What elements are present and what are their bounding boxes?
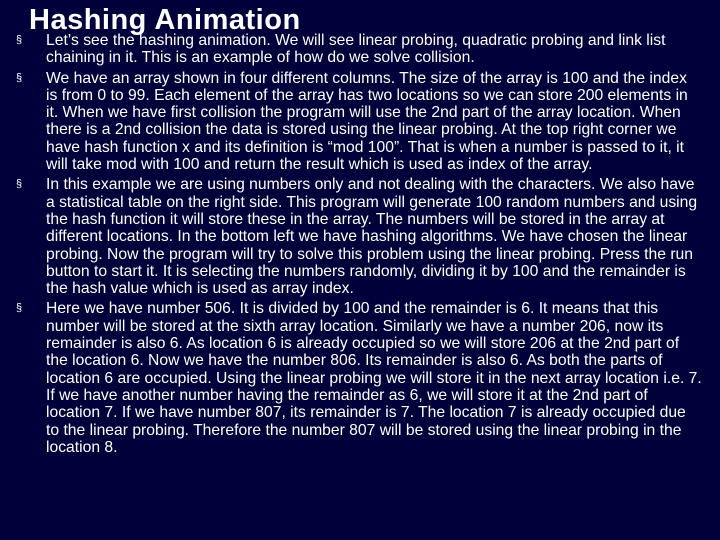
bullet-text: In this example we are using numbers only and not dealing with the characters. We also have a statistical table on the right side. This program will generate 100 random numbers and using the hash function it will store these in the array. The numbers will be stored in the array at different locations. In the bottom left we have hashing algorithms. We have chosen the linear probing. Now the program will try to solve this problem using the linear probing. Press the run button to start it. It is selecting the numbers randomly, dividing it by 100 and the remainder is the hash value which is used as array index. [46,176,698,298]
slide-title: Hashing Animation [29,4,301,36]
bullet-marker-icon: § [16,34,23,46]
bullet-text: We have an array shown in four different columns. The size of the array is 100 and the index is from 0 to 99. Each element of the array has two locations so we can store 200 elements in it. When we have first collision the program will use the 2nd part of the array location. When there is a 2nd collision the data is stored using the linear probing. At the top right corner we have hash function x and its definition is “mod 100”. That is when a number is passed to it, it will take mod with 100 and return the result which is used as index of the array. [46,69,688,174]
bullet-item [0,70,720,174]
bullet-text: Here we have number 506. It is divided by 100 and the remainder is 6. It means that this number will be stored at the sixth array location. Similarly we have a number 206, now its remainder is also 6. As location 6 is already occupied so we will store 206 at the 2nd part of the location 6. Now we have the number 806. Its remainder is also 6. As both the parts of location 6 are occupied. Using the linear probing we will store it in the next array location i.e. 7. If we have another number having the remainder as 6, we will store it at the 2nd part of location 7. If we have number 807, its remainder is 7. The location 7 is already occupied due to the linear probing. Therefore the number 807 will be stored using the linear probing in the location 8. [46,300,702,456]
bullet-text: Let’s see the hashing animation. We will see linear probing, quadratic probing and link list chaining in it. This is an example of how do we solve collision. [46,32,666,67]
bullet-item [0,176,720,297]
bullet-marker-icon: § [16,178,23,191]
bullet-marker-icon: § [16,71,23,84]
bullet-marker-icon: § [16,302,23,315]
bullet-list [0,32,720,459]
bullet-item [0,300,720,456]
bullet-item [0,32,720,67]
